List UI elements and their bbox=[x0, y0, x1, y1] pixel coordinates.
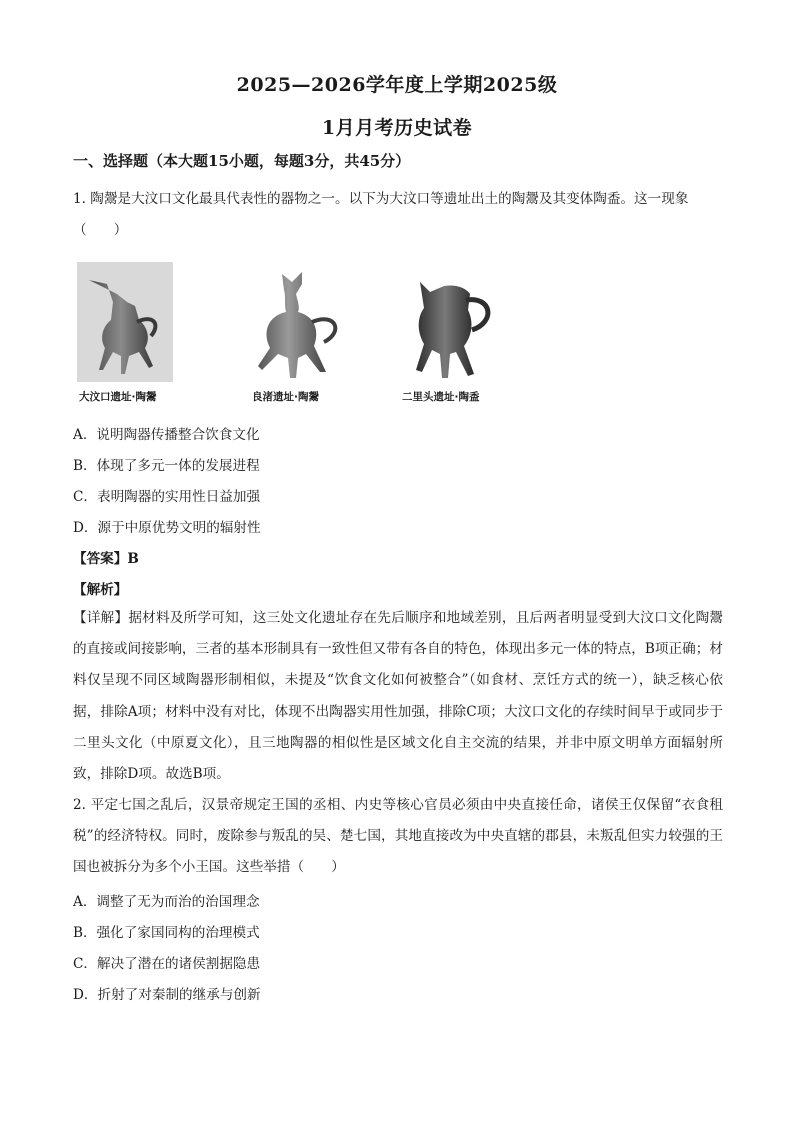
section-heading: 一、选择题（本大题15小题，每题3分，共45分） bbox=[73, 152, 411, 170]
exam-title-line1: 2025—2026学年度上学期2025级 bbox=[236, 74, 558, 96]
q1-detail-explanation: 【详解】据材料及所学可知，这三处文化遗址存在先后顺序和地域差别，且后两者明显受到大汶口文化陶鬶的直接或间接影响，三者的基本形制具有一致性但又带有各自的特色，体现出多元一体的特点，B项正确；材料仅呈现不同区域陶器形制相似，未提及“饮食文化如何被整合”（如食材、烹饪方式的统一），缺乏核心依据，排除A项；材料中没有对比，体现不出陶器实用性加强，排除C项；大汶口文化的存续时间早于或同步于二里头文化（中原夏文化），且三地陶器的相似性是区域文化自主交流的结果，并非中原文明单方面辐射所致，排除D项。故选B项。 bbox=[73, 610, 723, 783]
pottery-vessel-2-image bbox=[240, 268, 350, 383]
q2-option-a: A．调整了无为而治的治国理念 bbox=[73, 894, 260, 910]
q2-option-c: C．解决了潜在的诸侯割据隐患 bbox=[73, 956, 261, 972]
q1-analysis-label: 【解析】 bbox=[73, 582, 128, 598]
pottery-caption-2: 良渚遗址·陶鬶 bbox=[252, 391, 319, 403]
q2-option-b: B．强化了家国同构的治理模式 bbox=[73, 925, 260, 941]
q1-option-c: C．表明陶器的实用性日益加强 bbox=[73, 489, 261, 505]
pottery-caption-3: 二里头遗址·陶盉 bbox=[402, 391, 480, 403]
pottery-vessel-1-image bbox=[77, 262, 173, 382]
q1-option-b: B．体现了多元一体的发展进程 bbox=[73, 458, 260, 474]
q1-option-a: A．说明陶器传播整合饮食文化 bbox=[73, 427, 260, 443]
pottery-vessel-3-image bbox=[400, 270, 500, 385]
q2-option-d: D．折射了对秦制的继承与创新 bbox=[73, 987, 261, 1003]
q1-answer: 【答案】B bbox=[73, 551, 139, 567]
q1-stem-line2: （ ） bbox=[73, 222, 128, 238]
pottery-caption-1: 大汶口遗址·陶鬶 bbox=[79, 391, 157, 403]
q1-stem-line1: 1. 陶鬶是大汶口文化最具代表性的器物之一。以下为大汶口等遗址出土的陶鬶及其变体陶盉。这一现象 bbox=[73, 191, 689, 207]
exam-title-line2: 1月月考历史试卷 bbox=[321, 117, 473, 139]
q1-option-d: D．源于中原优势文明的辐射性 bbox=[73, 520, 261, 536]
q2-stem: 2. 平定七国之乱后，汉景帝规定王国的丞相、内史等核心官员必须由中央直接任命，诸侯王仅保留“衣食租税”的经济特权。同时，废除参与叛乱的吴、楚七国，其地直接改为中央直辖的郡县，未叛乱但实力较强的王国也被拆分为多个小王国。这些举措（ ） bbox=[73, 797, 723, 875]
